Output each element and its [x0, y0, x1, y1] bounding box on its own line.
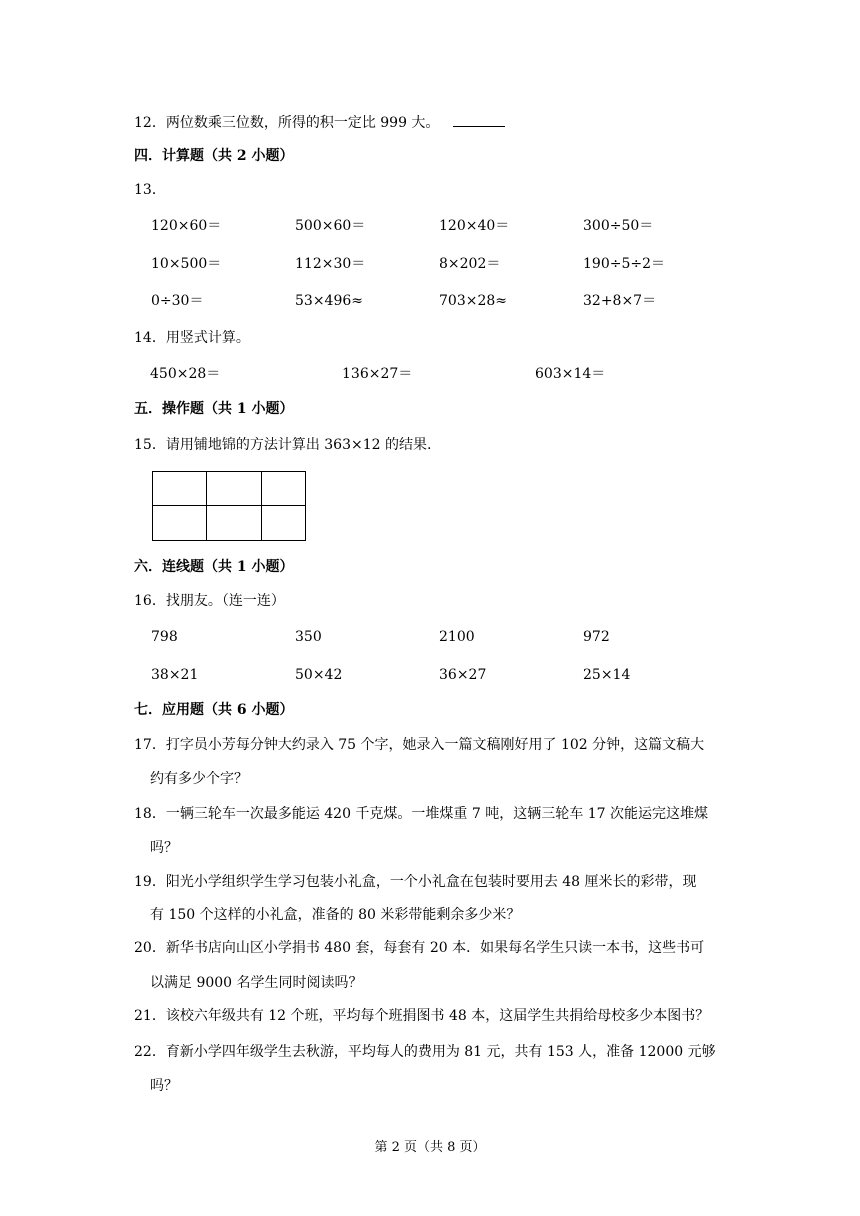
- match-bottom-item[interactable]: 36×27: [439, 667, 487, 683]
- vertical-calc-item: 450×28＝: [150, 366, 221, 382]
- calc-cell: 8×202＝: [439, 256, 501, 272]
- question-12-text: 12．两位数乘三位数，所得的积一定比 999 大。: [134, 115, 440, 131]
- section-6-heading: 六．连线题（共 1 小题）: [134, 559, 294, 575]
- match-top-item[interactable]: 798: [151, 629, 178, 645]
- calc-cell: 190÷5÷2＝: [583, 256, 665, 272]
- lattice-grid: [152, 471, 306, 541]
- question-19-line-2: 有 150 个这样的小礼盒，准备的 80 米彩带能剩余多少米？: [150, 907, 521, 923]
- match-top-item[interactable]: 972: [583, 629, 610, 645]
- question-17-line-2: 约有多少个字？: [150, 771, 248, 787]
- match-top-item[interactable]: 350: [295, 629, 322, 645]
- calc-cell: 500×60＝: [295, 218, 366, 234]
- question-17-line-1: 17．打字员小芳每分钟大约录入 75 个字，她录入一篇文稿刚好用了 102 分钟，这篇文稿大: [134, 737, 705, 753]
- question-18-line-2: 吗？: [150, 840, 178, 856]
- answer-blank[interactable]: [453, 112, 505, 127]
- question-13-label: 13．: [134, 182, 166, 198]
- question-16-text: 16．找朋友。（连一连）: [134, 593, 285, 609]
- calc-cell: 10×500＝: [151, 256, 222, 272]
- calc-cell: 0÷30＝: [151, 293, 204, 309]
- question-20-line-2: 以满足 9000 名学生同时阅读吗？: [150, 975, 363, 991]
- calc-cell: 703×28≈: [439, 293, 507, 309]
- calc-cell: 53×496≈: [295, 293, 363, 309]
- calc-cell: 120×60＝: [151, 218, 222, 234]
- calc-cell: 120×40＝: [439, 218, 510, 234]
- calc-cell: 300÷50＝: [583, 218, 654, 234]
- match-bottom-item[interactable]: 38×21: [151, 667, 199, 683]
- calc-cell: 112×30＝: [295, 256, 366, 272]
- question-20-line-1: 20．新华书店向山区小学捐书 480 套，每套有 20 本．如果每名学生只读一本书，这些书可: [134, 940, 705, 956]
- question-12: [134, 112, 505, 133]
- question-21-text: 21．该校六年级共有 12 个班，平均每个班捐图书 48 本，这届学生共捐给母校多少本图书？: [134, 1008, 710, 1024]
- section-4-heading: 四．计算题（共 2 小题）: [134, 148, 294, 164]
- grid-line: [153, 505, 305, 506]
- calc-cell: 32+8×7＝: [583, 293, 657, 309]
- question-22-line-1: 22．育新小学四年级学生去秋游，平均每人的费用为 81 元，共有 153 人，准备 12000 元够: [134, 1044, 716, 1060]
- question-14-text: 14．用竖式计算。: [134, 330, 250, 346]
- question-15-text: 15．请用铺地锦的方法计算出 363×12 的结果.: [134, 437, 432, 453]
- question-22-line-2: 吗？: [150, 1078, 178, 1094]
- section-5-heading: 五．操作题（共 1 小题）: [134, 401, 294, 417]
- question-18-line-1: 18．一辆三轮车一次最多能运 420 千克煤。一堆煤重 7 吨，这辆三轮车 17 次能运完这堆煤: [134, 806, 708, 822]
- page-footer: 第 2 页（共 8 页）: [374, 1140, 486, 1155]
- vertical-calc-item: 603×14＝: [535, 366, 606, 382]
- vertical-calc-item: 136×27＝: [342, 366, 413, 382]
- section-7-heading: 七．应用题（共 6 小题）: [134, 702, 294, 718]
- match-bottom-item[interactable]: 25×14: [583, 667, 631, 683]
- match-bottom-item[interactable]: 50×42: [295, 667, 343, 683]
- question-19-line-1: 19．阳光小学组织学生学习包装小礼盒，一个小礼盒在包装时要用去 48 厘米长的彩带，现: [134, 874, 697, 890]
- match-top-item[interactable]: 2100: [439, 629, 475, 645]
